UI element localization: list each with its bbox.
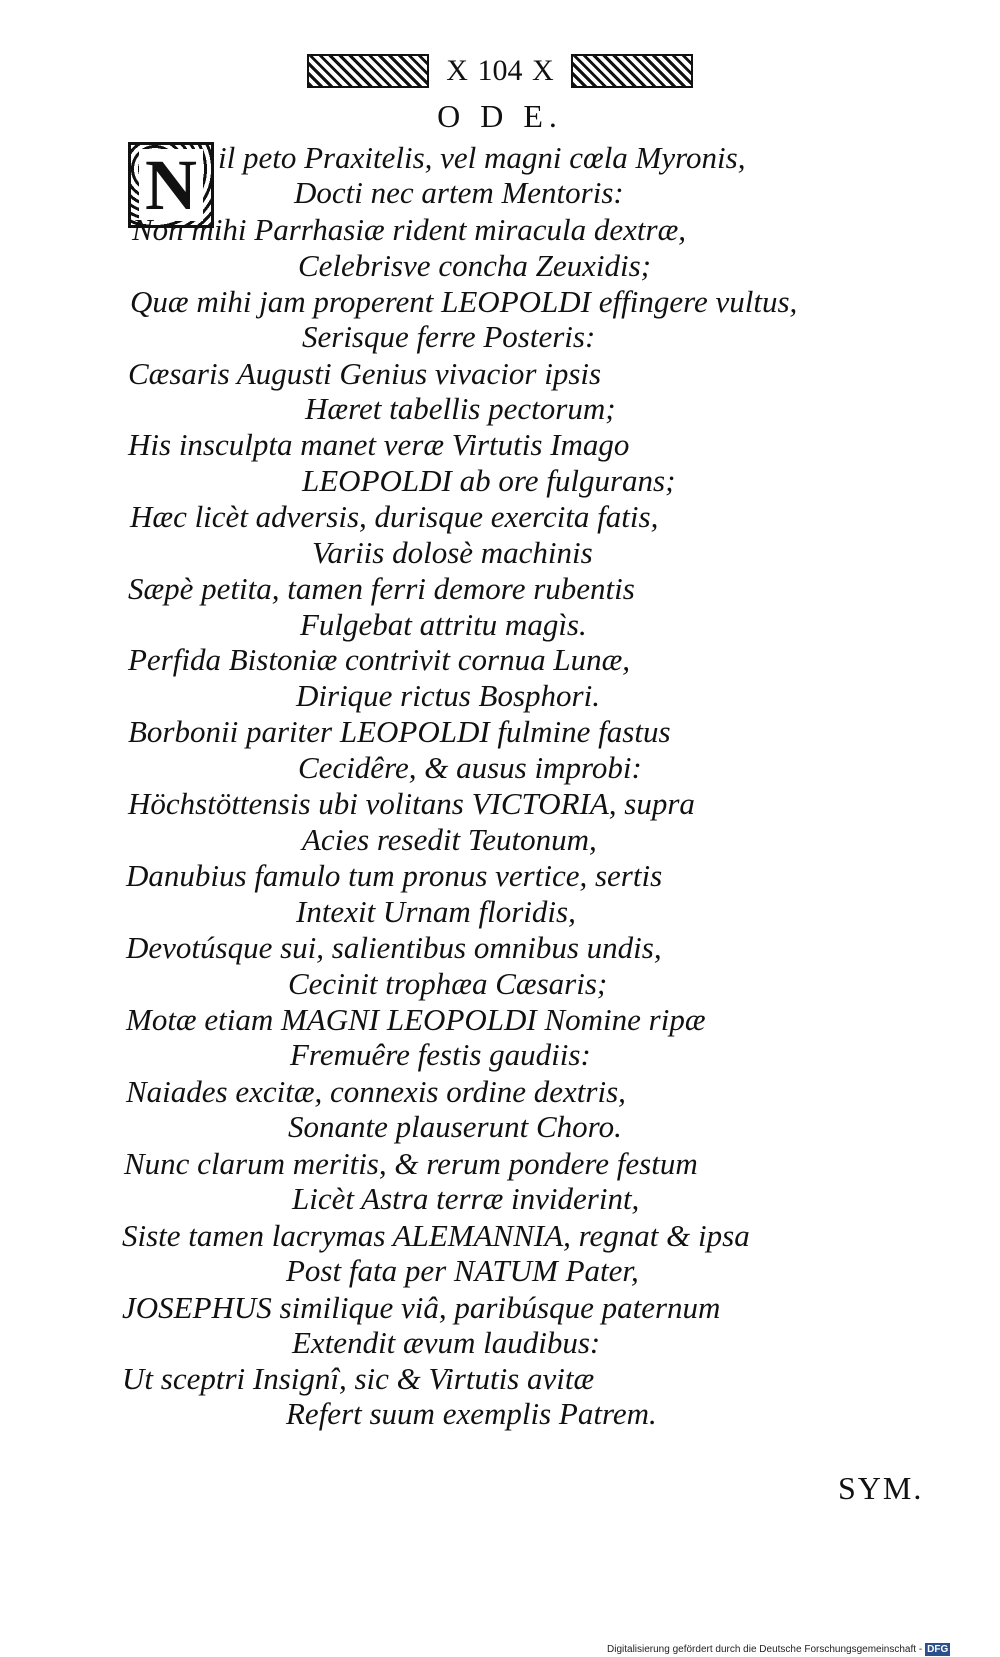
poem-line: Post fata per NATUM Pater, xyxy=(286,1253,639,1288)
poem-line: Non mihi Parrhasiæ rident miracula dextræ, xyxy=(132,212,687,247)
ode-title: O D E. xyxy=(437,98,563,134)
poem-line: Refert suum exemplis Patrem. xyxy=(286,1396,657,1431)
poem-line: Dirique rictus Bosphori. xyxy=(296,678,600,713)
poem-line: Devotúsque sui, salientibus omnibus undis, xyxy=(126,930,662,965)
poem-line: Perfida Bistoniæ contrivit cornua Lunæ, xyxy=(128,642,631,677)
poem-line: His insculpta manet veræ Virtutis Imago xyxy=(128,427,630,462)
ornament-left-icon xyxy=(307,54,429,88)
poem-line: Quæ mihi jam properent LEOPOLDI effingere vultus, xyxy=(130,284,798,319)
page-number: 104 xyxy=(477,54,523,87)
footer-text: Digitalisierung gefördert durch die Deutsche Forschungsgemeinschaft - xyxy=(607,1644,923,1655)
dfg-logo: DFG xyxy=(927,1644,949,1655)
poem-line: Variis dolosè machinis xyxy=(312,535,593,570)
poem-line: Sonante plauserunt Choro. xyxy=(288,1109,622,1144)
poem-line: Motæ etiam MAGNI LEOPOLDI Nomine ripæ xyxy=(126,1002,706,1037)
poem-line: Hæret tabellis pectorum; xyxy=(305,391,616,426)
ornament-right-icon xyxy=(571,54,693,88)
header-separator-right: X xyxy=(532,54,554,87)
poem-line: Serisque ferre Posteris: xyxy=(302,319,596,354)
poem-line: Docti nec artem Mentoris: xyxy=(294,175,624,210)
catchword: SYM. xyxy=(838,1470,924,1506)
poem-line: Danubius famulo tum pronus vertice, sertis xyxy=(126,858,663,893)
poem-line: Höchstöttensis ubi volitans VICTORIA, supra xyxy=(128,786,695,821)
dropcap-letter: N xyxy=(139,149,203,221)
poem-line: Acies resedit Teutonum, xyxy=(302,822,597,857)
poem-line: Licèt Astra terræ inviderint, xyxy=(292,1181,640,1216)
poem-line: Nunc clarum meritis, & rerum pondere festum xyxy=(124,1146,698,1181)
poem-line: Sæpè petita, tamen ferri demore rubentis xyxy=(128,571,635,606)
header-separator-left: X xyxy=(446,54,468,87)
poem-line: Naiades excitæ, connexis ordine dextris, xyxy=(126,1074,626,1109)
poem-line: Hæc licèt adversis, durisque exercita fatis, xyxy=(130,499,659,534)
poem-line: LEOPOLDI ab ore fulgurans; xyxy=(302,463,676,498)
poem-line: Fulgebat attritu magìs. xyxy=(300,607,587,642)
poem-line: Extendit ævum laudibus: xyxy=(292,1325,601,1360)
poem-line: Ut sceptri Insignî, sic & Virtutis avitæ xyxy=(122,1361,595,1396)
poem-line: Intexit Urnam floridis, xyxy=(296,894,576,929)
poem-line: Cecidêre, & ausus improbi: xyxy=(298,750,642,785)
poem-line: il peto Praxitelis, vel magni cœla Myronis, xyxy=(218,140,746,175)
poem-line: Cæsaris Augusti Genius vivacior ipsis xyxy=(128,356,602,391)
running-header xyxy=(0,50,1000,91)
poem-line: Cecinit trophæa Cæsaris; xyxy=(288,966,608,1001)
poem-line: Borbonii pariter LEOPOLDI fulmine fastus xyxy=(128,714,671,749)
poem-line: Fremuêre festis gaudiis: xyxy=(290,1037,591,1072)
poem-line: Celebrisve concha Zeuxidis; xyxy=(298,248,651,283)
digitization-footer xyxy=(607,1643,950,1656)
poem-line: Siste tamen lacrymas ALEMANNIA, regnat & ipsa xyxy=(122,1218,750,1253)
poem-line: JOSEPHUS similique viâ, paribúsque paternum xyxy=(122,1290,721,1325)
